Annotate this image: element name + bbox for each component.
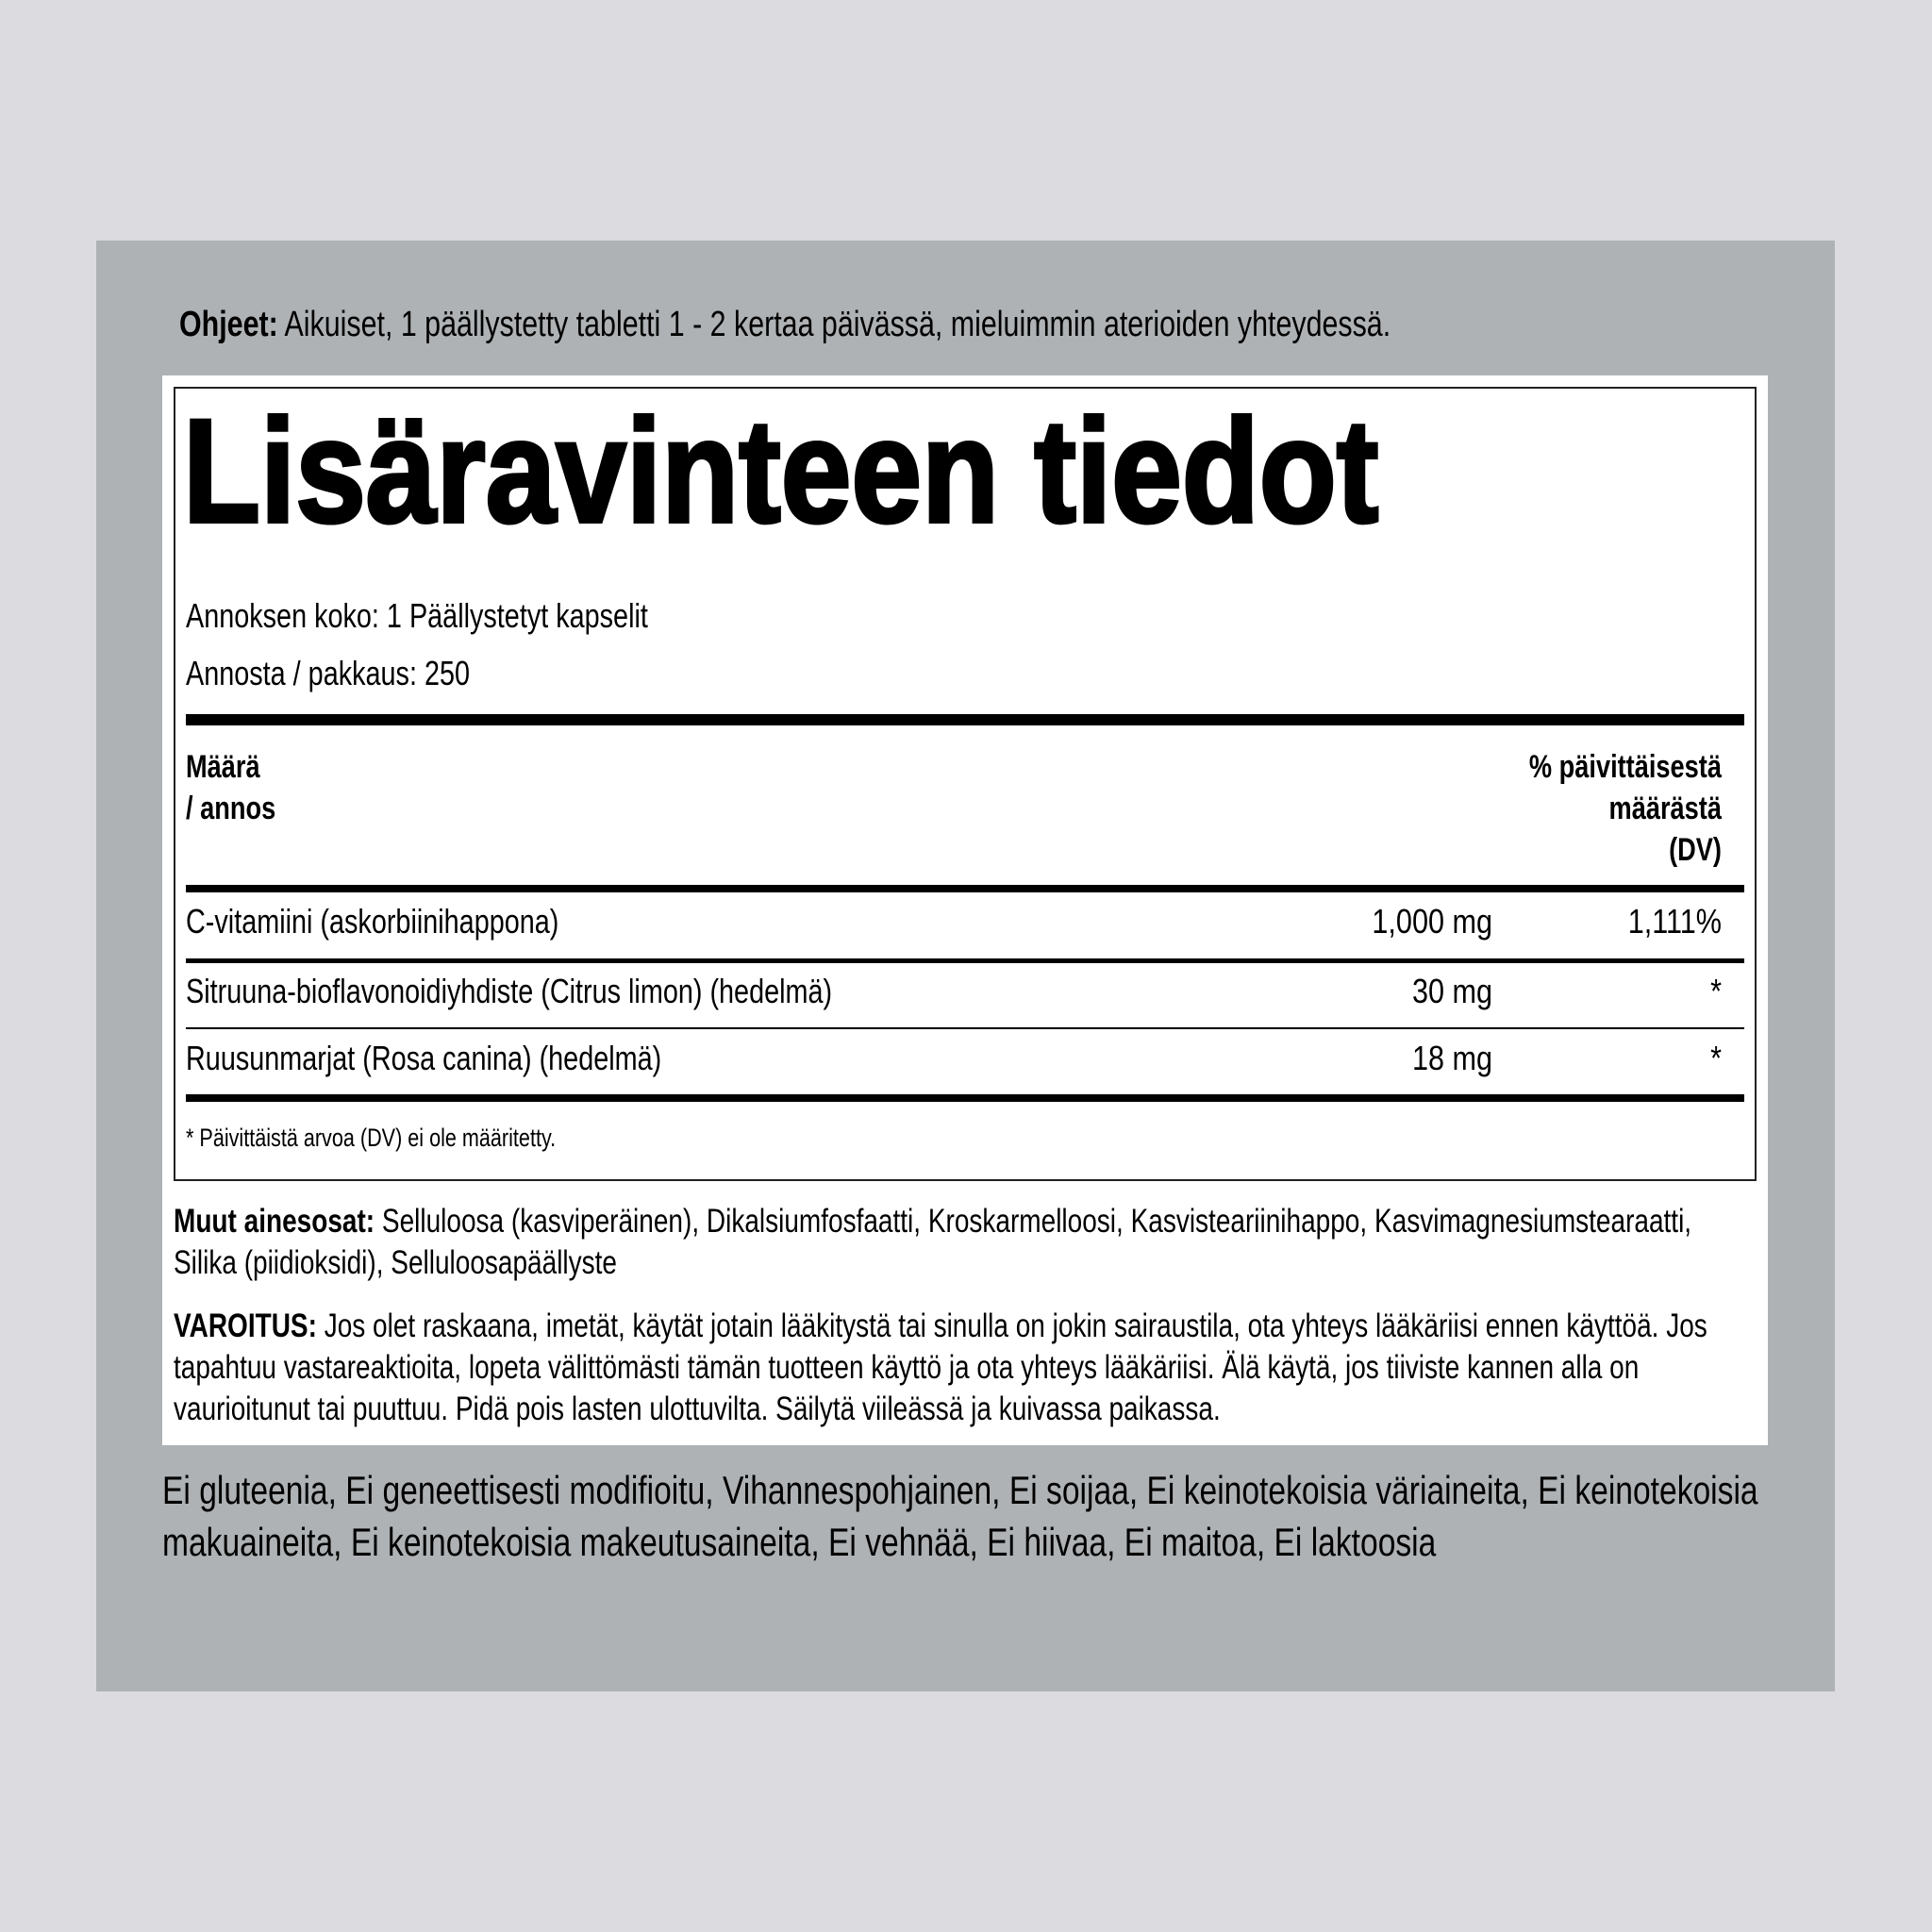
medium-divider <box>186 1094 1744 1102</box>
row-divider <box>186 958 1744 963</box>
warning-text: Jos olet raskaana, imetät, käytät jotain lääkitystä tai sinulla on jokin sairaustila, ota yhteys lääkäriisi ennen käyttöä. Jos tapahtuu vastareaktioita, lopeta välittömästi tämän tuotteen käyttö ja ota yhteys lääkäriisi. Älä käytä, jos tiiviste kannen alla on vaurioitunut tai puuttuu. Pidä pois lasten ulottuvilta. Säilytä viileässä ja kuivassa paikassa. <box>174 1307 1707 1427</box>
nutrient-dv: * <box>1710 972 1722 1010</box>
thick-divider <box>186 714 1744 725</box>
dv-header-line: määrästä <box>1608 791 1722 826</box>
nutrient-dv: * <box>1710 1039 1722 1077</box>
row-divider <box>186 1027 1744 1029</box>
dv-header-line: (DV) <box>1669 832 1722 868</box>
nutrient-dv: 1,111% <box>1627 902 1722 941</box>
directions <box>179 304 1915 345</box>
nutrient-name: Ruusunmarjat (Rosa canina) (hedelmä) <box>186 1039 662 1077</box>
amount-header <box>186 746 563 829</box>
medium-divider <box>186 885 1744 892</box>
footnote: * Päivittäistä arvoa (DV) ei ole määritetty. <box>186 1124 557 1152</box>
serving-size: Annoksen koko: 1 Päällystetyt kapselit <box>186 596 648 635</box>
facts-title: Lisäravinteen tiedot <box>183 390 1379 554</box>
nutrient-name: Sitruuna-bioflavonoidiyhdiste (Citrus limon) (hedelmä) <box>186 972 833 1010</box>
amount-header-line: Määrä <box>186 749 260 785</box>
warning-label: VAROITUS: <box>174 1307 317 1344</box>
other-ingredients-label: Muut ainesosat: <box>174 1203 375 1240</box>
dv-header <box>1344 746 1722 871</box>
other-ingredients <box>174 1201 1758 1284</box>
directions-label: Ohjeet: <box>179 305 278 344</box>
dietary-claims: Ei gluteenia, Ei geneettisesti modifioitu, Vihannespohjainen, Ei soijaa, Ei keinotekoisia väriaineita, Ei keinotekoisia makuaineita, Ei keinotekoisia makeutusaineita, Ei vehnää, Ei hiivaa, Ei maitoa, Ei laktoosia <box>162 1468 1758 1564</box>
other-ingredients-text: Selluloosa (kasviperäinen), Dikalsiumfosfaatti, Kroskarmelloosi, Kasvisteariinihappo, Kasvimagnesiumstearaatti, Silika (piidioksidi), Selluloosapäällyste <box>174 1203 1692 1281</box>
nutrient-amount: 18 mg <box>1411 1039 1492 1077</box>
directions-text: Aikuiset, 1 päällystetty tabletti 1 - 2 kertaa päivässä, mieluimmin aterioiden yhteydessä. <box>277 305 1391 344</box>
servings-per-container: Annosta / pakkaus: 250 <box>186 654 471 692</box>
nutrient-amount: 1,000 mg <box>1372 902 1492 941</box>
nutrient-name: C-vitamiini (askorbiinihappona) <box>186 902 559 941</box>
dv-header-line: % päivittäisestä <box>1528 749 1722 785</box>
nutrient-amount: 30 mg <box>1411 972 1492 1010</box>
amount-header-line: / annos <box>186 791 276 826</box>
warning <box>174 1306 1766 1430</box>
